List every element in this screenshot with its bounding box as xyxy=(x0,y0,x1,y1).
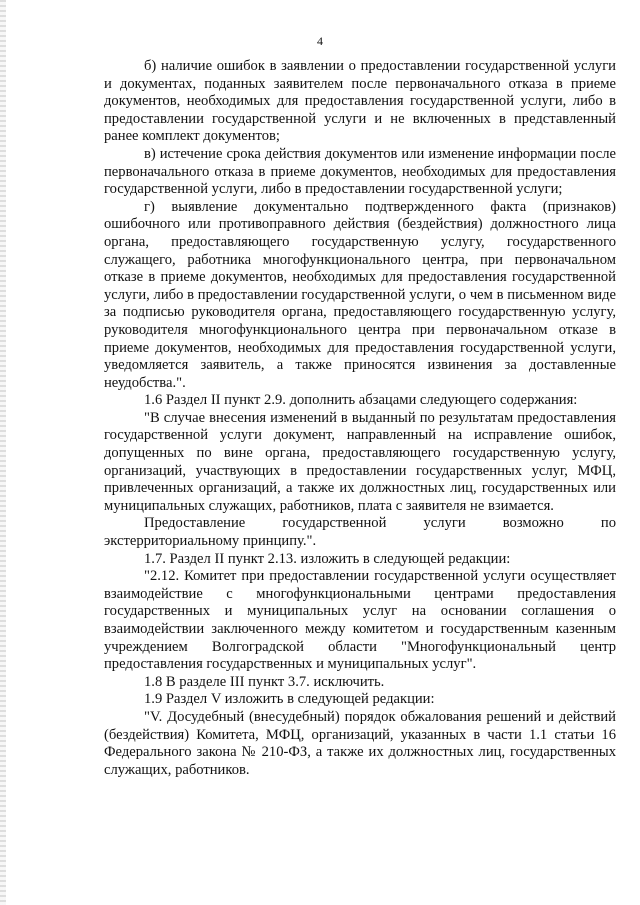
scan-binding-edge xyxy=(0,0,6,905)
page-number: 4 xyxy=(317,34,323,48)
paragraph-quote-changes: "В случае внесения изменений в выданный по результатам предоставления государственной услуги документ, направленный на исправление ошибок, допущенных по вине органа, предоставляющего государственную услугу, организаций, участвующих в предоставлении государственных услуг, МФЦ, привлеченных организаций, а также их должностных лиц, государственных или муниципальных служащих, работников, плата с заявителя не взимается. xyxy=(104,409,616,514)
paragraph-1-9: 1.9 Раздел V изложить в следующей редакции: xyxy=(144,691,435,708)
paragraph-b: б) наличие ошибок в заявлении о предоставлении государственной услуги и документах, поданных заявителем после первоначального отказа в приеме документов, необходимых для предоставления государственной услуги, либо в предоставлении государственной услуги и не включенных в представленный ранее комплект документов; xyxy=(104,58,616,145)
paragraph-g: г) выявление документально подтвержденного факта (признаков) ошибочного или противоправного действия (бездействия) должностного лица органа, предоставляющего государственную услугу, государственного служащего, работника многофункционального центра, при первоначальном отказе в приеме документов, необходимых для предоставления государственной услуги, либо в предоставлении государственной услуги, о чем в письменном виде за подписью руководителя органа, предоставляющего государственную услугу, руководителя многофункционального центра при первоначальном отказе в приеме документов, необходимых для предоставления государственной услуги, уведомляется заявитель, а также приносятся извинения за доставленные неудобства.". xyxy=(104,198,616,391)
paragraph-extraterritorial: Предоставление государственной услуги возможно по экстерриториальному принципу.". xyxy=(104,515,616,550)
paragraph-v: в) истечение срока действия документов или изменение информации после первоначального отказа в приеме документов, необходимых для предоставления государственной услуги, либо в предоставлении государственной услуги; xyxy=(104,145,616,198)
document-body xyxy=(104,58,616,779)
paragraph-1-8: 1.8 В разделе III пункт 3.7. исключить. xyxy=(144,673,385,690)
paragraph-1-6: 1.6 Раздел II пункт 2.9. дополнить абзацами следующего содержания: xyxy=(144,392,578,409)
paragraph-2-12: "2.12. Комитет при предоставлении государственной услуги осуществляет взаимодействие с многофункциональными центрами предоставления государственных и муниципальных услуг на основании соглашения о взаимодействии заключенного между комитетом и государственным казенным учреждением Волгоградской области "Многофункциональный центр предоставления государственных и муниципальных услуг". xyxy=(104,568,616,673)
paragraph-1-7: 1.7. Раздел II пункт 2.13. изложить в следующей редакции: xyxy=(144,550,511,567)
paragraph-section-v: "V. Досудебный (внесудебный) порядок обжалования решений и действий (бездействия) Комитета, МФЦ, организаций, указанных в части 1.1 статьи 16 Федерального закона № 210-ФЗ, а также их должностных лиц, государственных служащих, работников. xyxy=(104,708,616,778)
